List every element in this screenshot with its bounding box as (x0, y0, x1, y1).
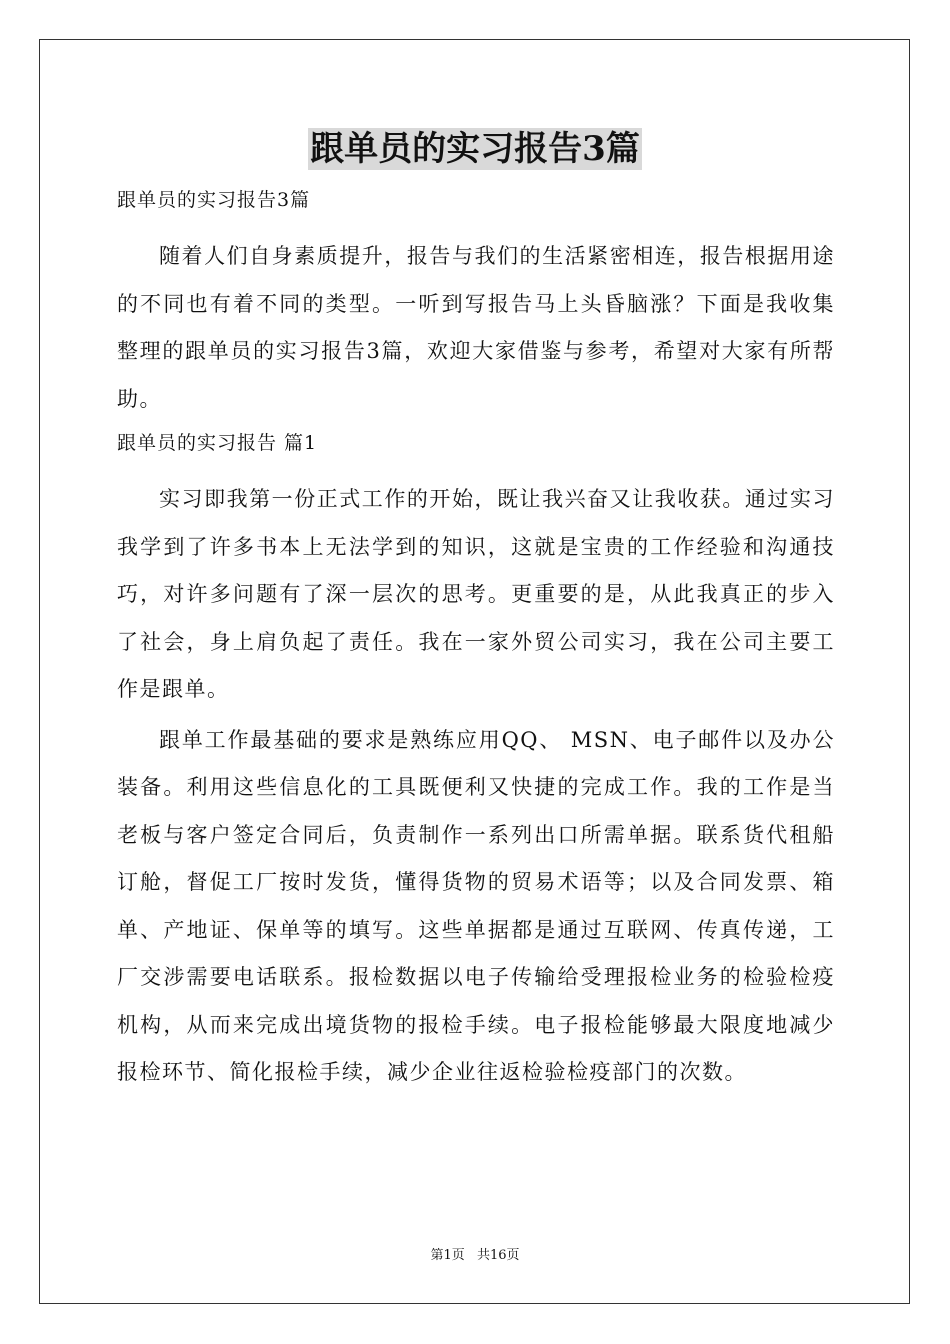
document-title (0, 128, 950, 170)
document-subtitle: 跟单员的实习报告3篇 (117, 189, 311, 211)
document-body (117, 183, 835, 1100)
body-paragraph-2: 跟单工作最基础的要求是熟练应用QQ、 MSN、电子邮件以及办公装备。利用这些信息化的工具既便利又快捷的完成工作。我的工作是当老板与客户签定合同后，负责制作一系列出口所需单据。联系货代租船订舱，督促工厂按时发货，懂得货物的贸易术语等；以及合同发票、箱单、产地证、保单等的填写。这些单据都是通过互联网、传真传递，工厂交涉需要电话联系。报检数据以电子传输给受理报检业务的检验检疫机构，从而来完成出境货物的报检手续。电子报检能够最大限度地减少报检环节、简化报检手续，减少企业往返检验检疫部门的次数。 (117, 727, 835, 1084)
intro-paragraph: 随着人们自身素质提升，报告与我们的生活紧密相连，报告根据用途的不同也有着不同的类型。一听到写报告马上头昏脑涨？下面是我收集整理的跟单员的实习报告3篇，欢迎大家借鉴与参考，希望对大家有所帮助。 (117, 244, 835, 411)
total-page-count: 共16页 (476, 1248, 520, 1263)
section-heading: 跟单员的实习报告 篇1 (117, 432, 318, 454)
body-paragraph-1: 实习即我第一份正式工作的开始，既让我兴奋又让我收获。通过实习我学到了许多书本上无法学到的知识，这就是宝贵的工作经验和沟通技巧，对许多问题有了深一层次的思考。更重要的是，从此我真正的步入了社会，身上肩负起了责任。我在一家外贸公司实习，我在公司主要工作是跟单。 (117, 487, 835, 701)
document-title-text: 跟单员的实习报告3篇 (310, 129, 640, 169)
page-footer (0, 1247, 950, 1265)
current-page-number: 第1页 (430, 1248, 465, 1263)
